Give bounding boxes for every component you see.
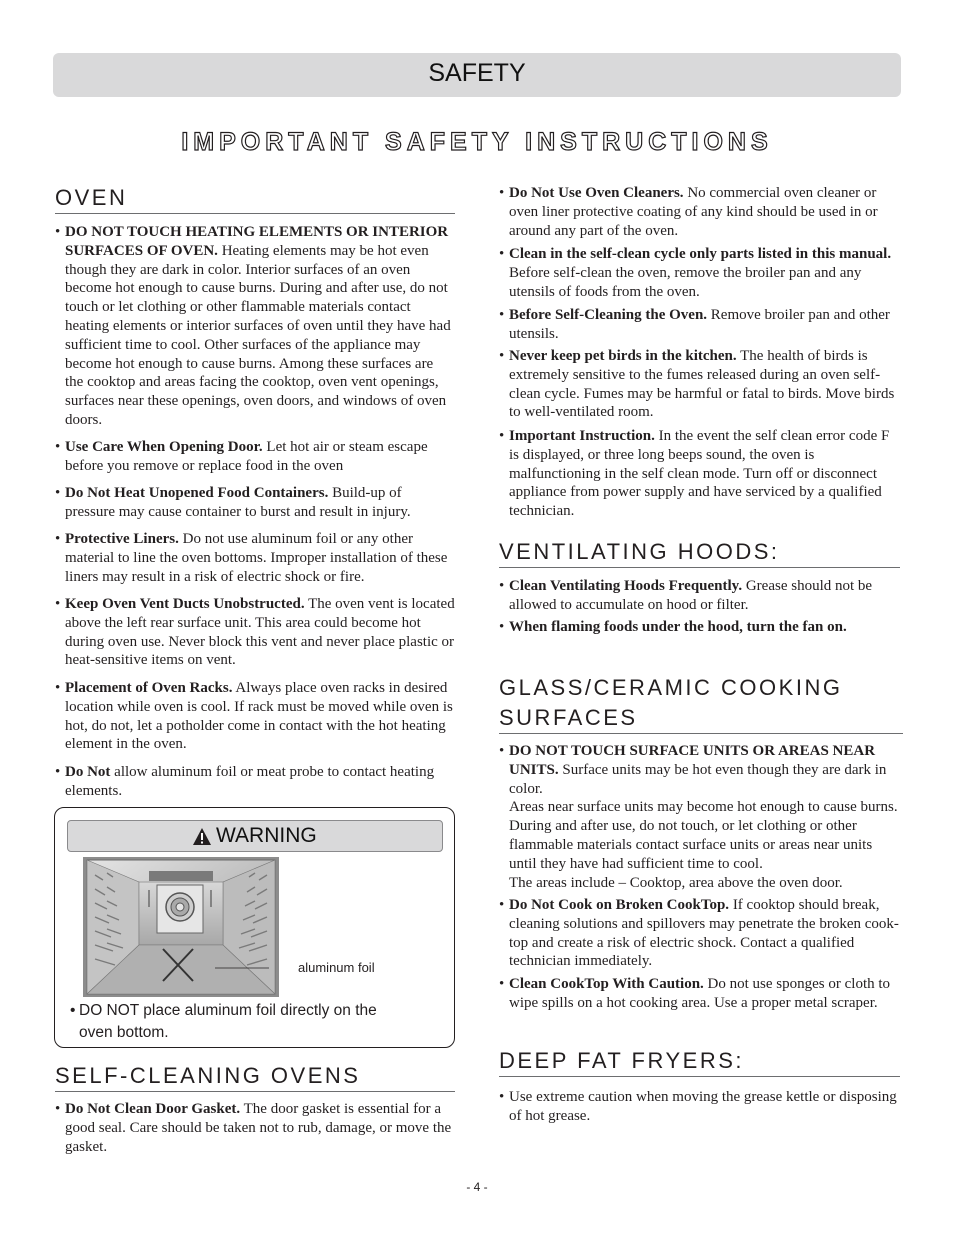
glass-item-1-extra-1: Areas near surface units may become hot enough to cause burns. During and after use, do not touch, or let clothing or other flammable materials contact surface units or areas near units until they have had sufficient time to cool. bbox=[509, 799, 898, 872]
warning-box bbox=[54, 807, 455, 1048]
right-item-5-bold: Important Instruction. bbox=[509, 428, 655, 444]
warning-bar bbox=[67, 820, 443, 852]
glass-item-3-text: Do not use sponges or cloth to wipe spills on a hot cooking area. Use a proper metal scraper. bbox=[509, 976, 891, 1011]
self-cleaning-heading: SELF-CLEANING OVENS bbox=[55, 1061, 455, 1092]
oven-heading: OVEN bbox=[55, 183, 455, 214]
ventilating-item-1 bbox=[499, 577, 900, 615]
ventilating-item-2 bbox=[499, 618, 900, 637]
glass-item-1-text: Surface units may be hot even though they are dark in color. bbox=[509, 761, 887, 797]
oven-item-3-text: Build-up of pressure may cause container to burst and result in injury. bbox=[65, 485, 411, 520]
glass-item-2 bbox=[499, 896, 900, 971]
oven-item-5-bold: Keep Oven Vent Ducts Unobstructed. bbox=[65, 596, 305, 612]
right-item-3-bold: Before Self-Cleaning the Oven. bbox=[509, 307, 708, 323]
self-cleaning-item-1-text: The door gasket is essential for a good seal. Care should be taken not to rub, damage, or move the gasket. bbox=[65, 1101, 452, 1155]
deep-fat-item-1 bbox=[499, 1088, 900, 1126]
section-header-bar bbox=[53, 53, 901, 97]
right-item-3 bbox=[499, 306, 900, 344]
page-number: - 4 - bbox=[466, 1180, 488, 1194]
oven-item-6 bbox=[55, 679, 455, 754]
ventilating-item-1-bold: Clean Ventilating Hoods Frequently. bbox=[509, 578, 743, 594]
warning-triangle-icon bbox=[192, 827, 212, 846]
oven-item-6-bold: Placement of Oven Racks. bbox=[65, 680, 233, 696]
oven-item-2-text: Let hot air or steam escape before you remove or replace food in the oven bbox=[65, 439, 428, 474]
glass-item-2-text: If cooktop should break, cleaning solutions and spillovers may penetrate the broken cook-top and create a risk of electric shock. Contact a qualified technician immediately. bbox=[509, 897, 899, 970]
oven-item-1 bbox=[55, 223, 455, 430]
oven-item-3-bold: Do Not Heat Unopened Food Containers. bbox=[65, 485, 329, 501]
right-item-5-text: In the event the self clean error code F is displayed, or three long beeps sound, the oven is malfunctioning in the self clean mode. Turn off or disconnect appliance from power supply and have serviced by a qualified technician. bbox=[509, 428, 890, 520]
oven-item-7-bold: Do Not bbox=[65, 764, 111, 780]
oven-item-4-bold: Protective Liners. bbox=[65, 531, 179, 547]
glass-item-2-bold: Do Not Cook on Broken CookTop. bbox=[509, 897, 730, 913]
oven-item-5 bbox=[55, 595, 455, 670]
oven-interior-illustration bbox=[83, 857, 279, 997]
glass-item-3 bbox=[499, 975, 900, 1013]
glass-item-3-bold: Clean CookTop With Caution. bbox=[509, 976, 704, 992]
page-title: IMPORTANT SAFETY INSTRUCTIONS bbox=[181, 128, 773, 156]
oven-item-3 bbox=[55, 484, 455, 522]
oven-item-4 bbox=[55, 530, 455, 586]
glass-item-1-extra-2: The areas include – Cooktop, area above the oven door. bbox=[509, 874, 843, 891]
oven-item-5-text: The oven vent is located above the left rear surface unit. This area could become hot during oven use. Never block this vent and never place plastic or heat-sensitive items on vent. bbox=[65, 596, 455, 669]
oven-item-1-text: Heating elements may be hot even though they are dark in color. Interior surfaces of an oven become hot enough to cause burns. During and after use, do not touch or let clothing or other flammable materials contact heating elements or interior surfaces of oven until they have had sufficient time to cool. Other surfaces of the appliance may become hot enough to cause burns. Among these surfaces are the cooktop and areas facing the cooktop, oven vent openings, surfaces near these openings, oven doors, and windows of oven doors. bbox=[65, 242, 451, 428]
right-item-4 bbox=[499, 347, 900, 422]
ventilating-heading: VENTILATING HOODS: bbox=[499, 537, 900, 568]
deep-fat-heading: DEEP FAT FRYERS: bbox=[499, 1046, 900, 1077]
oven-item-1-bold: DO NOT TOUCH HEATING ELEMENTS OR INTERIOR SURFACES OF OVEN. bbox=[65, 224, 449, 259]
right-item-3-text: Remove broiler pan and other utensils. bbox=[509, 307, 890, 342]
oven-item-7-text: allow aluminum foil or meat probe to contact heating elements. bbox=[65, 764, 435, 799]
ventilating-item-1-text: Grease should not be allowed to accumulate on hood or filter. bbox=[509, 578, 873, 613]
deep-fat-item-1-text: Use extreme caution when moving the grease kettle or disposing of hot grease. bbox=[509, 1089, 897, 1124]
glass-heading: GLASS/CERAMIC COOKING SURFACES bbox=[499, 673, 903, 734]
right-item-1-bold: Do Not Use Oven Cleaners. bbox=[509, 185, 684, 201]
glass-item-1 bbox=[499, 742, 900, 892]
warning-note: • DO NOT place aluminum foil directly on the oven bottom. bbox=[68, 1000, 388, 1044]
ventilating-item-2-bold: When flaming foods under the hood, turn the fan on. bbox=[509, 619, 847, 635]
oven-item-7 bbox=[55, 763, 455, 801]
right-item-4-text: The health of birds is extremely sensitive to the fumes released during an oven self-clean cycle. Fumes may be harmful or fatal to birds. Move birds to well-ventilated room. bbox=[509, 348, 895, 421]
oven-item-2-bold: Use Care When Opening Door. bbox=[65, 439, 263, 455]
oven-item-6-text: Always place oven racks in desired location while oven is cool. If rack must be moved while oven is hot, do not, let a potholder come in contact with the hot heating element in the oven. bbox=[65, 680, 453, 753]
self-cleaning-item-1 bbox=[55, 1100, 455, 1156]
right-item-2-bold: Clean in the self-clean cycle only parts listed in this manual. bbox=[509, 246, 892, 262]
oven-item-4-text: Do not use aluminum foil or any other material to line the oven bottoms. Improper installation of these liners may result in a risk of electric shock or fire. bbox=[65, 531, 448, 585]
right-item-1-text: No commercial oven cleaner or oven liner protective coating of any kind should be used in or around any part of the oven. bbox=[509, 185, 878, 239]
right-item-2-text: Before self-clean the oven, remove the broiler pan and any utensils of foods from the oven. bbox=[509, 264, 862, 300]
right-item-5 bbox=[499, 427, 900, 521]
right-item-1 bbox=[499, 184, 900, 240]
section-title: SAFETY bbox=[428, 59, 526, 87]
self-cleaning-item-1-bold: Do Not Clean Door Gasket. bbox=[65, 1101, 241, 1117]
aluminum-foil-label: aluminum foil bbox=[298, 960, 375, 975]
oven-item-2 bbox=[55, 438, 455, 476]
right-item-2 bbox=[499, 245, 900, 301]
glass-item-1-bold: DO NOT TOUCH SURFACE UNITS OR AREAS NEAR UNITS. bbox=[509, 743, 876, 778]
right-item-4-bold: Never keep pet birds in the kitchen. bbox=[509, 348, 737, 364]
warning-label: WARNING bbox=[216, 824, 317, 847]
